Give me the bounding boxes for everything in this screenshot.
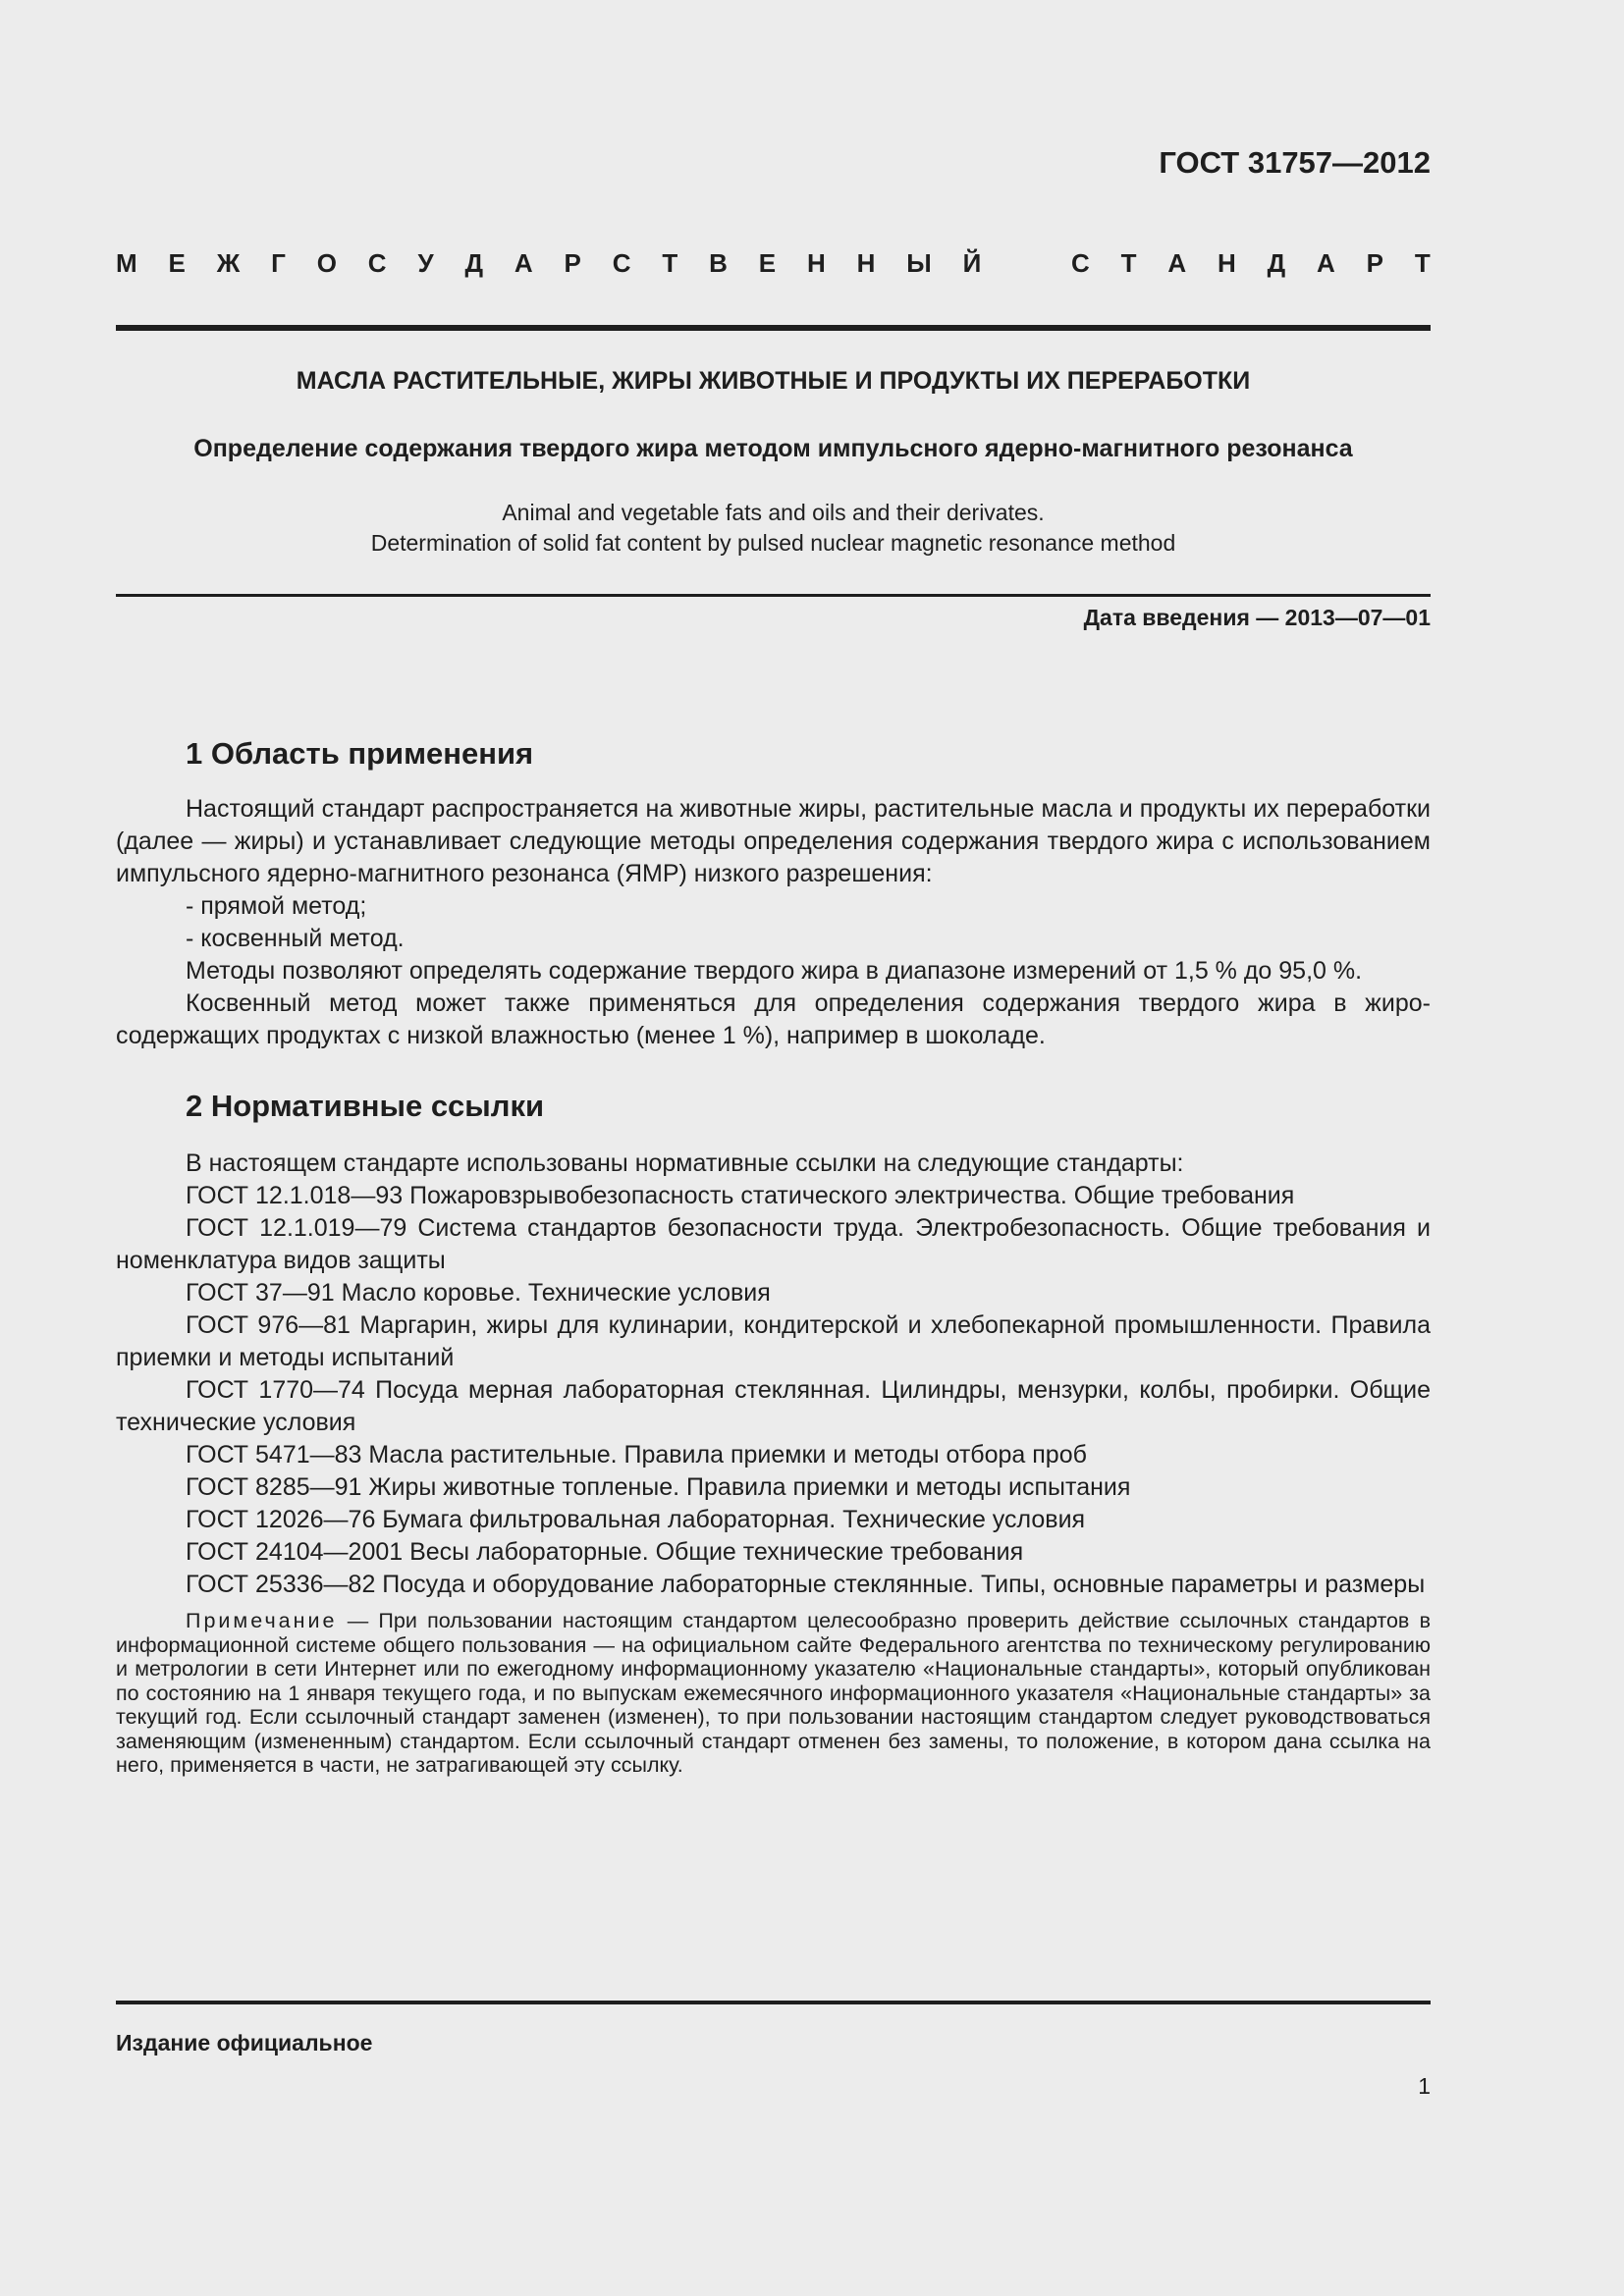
section-heading: 1 Область применения xyxy=(186,736,534,771)
document-subtitle: Определение содержания твердого жира методом импульсного ядерно-магнитного резонанса xyxy=(193,435,1353,462)
edition-label: Издание официальное xyxy=(116,2030,373,2056)
document-title: МАСЛА РАСТИТЕЛЬНЫЕ, ЖИРЫ ЖИВОТНЫЕ И ПРОДУКТЫ ИХ ПЕРЕРАБОТКИ xyxy=(296,367,1251,395)
letter: Д xyxy=(464,248,484,278)
interstate-standard-heading xyxy=(116,248,1431,279)
list-item: - прямой метод; xyxy=(186,892,367,920)
letter: Ж xyxy=(216,248,241,278)
letter: В xyxy=(709,248,728,278)
reference-item: ГОСТ 976—81 Маргарин, жиры для кулинарии, кондитерской и хлебопекарной промышленности. Правила приемки и методы испытаний xyxy=(116,1311,1431,1371)
letter: Т xyxy=(662,248,678,278)
reference-item: ГОСТ 12026—76 Бумага фильтровальная лабораторная. Технические условия xyxy=(186,1506,1086,1533)
english-title-line: Determination of solid fat content by pulsed nuclear magnetic resonance method xyxy=(370,530,1176,556)
section-heading: 2 Нормативные ссылки xyxy=(186,1089,545,1123)
letter: Н xyxy=(1218,248,1236,278)
document-page xyxy=(116,0,1431,2296)
paragraph: Настоящий стандарт распространяется на животные жиры, растительные масла и продукты их переработки (далее — жиры) и устанавливает следующие методы определения содержания твердого жира с использованием импульсного ядерно-магнитного резонанса (ЯМР) низкого разрешения: xyxy=(116,795,1431,887)
note-label: Примечание xyxy=(186,1609,338,1632)
english-title xyxy=(116,498,1431,559)
introduction-date: Дата введения — 2013—07—01 xyxy=(1083,605,1431,630)
letter: А xyxy=(1167,248,1187,278)
header-rule xyxy=(116,325,1431,331)
letter: Е xyxy=(168,248,186,278)
reference-item: ГОСТ 12.1.018—93 Пожаровзрывобезопасность статического электричества. Общие требования xyxy=(186,1182,1295,1209)
list-item: - косвенный метод. xyxy=(186,925,405,952)
paragraph: Методы позволяют определять содержание твердого жира в диапазоне измерений от 1,5 % до 95,0 %. xyxy=(186,957,1363,985)
paragraph: В настоящем стандарте использованы нормативные ссылки на следующие стандарты: xyxy=(186,1149,1184,1177)
letter: О xyxy=(316,248,337,278)
page-number: 1 xyxy=(1418,2073,1431,2099)
document-body xyxy=(116,736,1431,1778)
reference-item: ГОСТ 8285—91 Жиры животные топленые. Правила приемки и методы испытания xyxy=(186,1473,1131,1501)
letter: Н xyxy=(856,248,876,278)
reference-item: ГОСТ 1770—74 Посуда мерная лабораторная стеклянная. Цилиндры, мензурки, колбы, пробирки. Общие технические условия xyxy=(116,1376,1431,1436)
title-rule xyxy=(116,594,1431,597)
note-text: — При пользовании настоящим стандартом целесообразно проверить действие ссылочных стандартов в информационной системе общего пользования — на официальном сайте Федерального агентства по техническому регулированию и метрологии в сети Интернет или по ежегодному информационному указателю «Национальные стандарты», который опубликован по состоянию на 1 января текущего года, и по выпускам ежемесячного информационного указателя «Национальные стандарты» за текущий год. Если ссылочный стандарт заменен (изменен), то при пользовании настоящим стандартом следует руководствоваться заменяющим (измененным) стандартом. Если ссылочный стандарт отменен без замены, то положение, в котором дана ссылка на него, применяется в части, не затрагивающей эту ссылку. xyxy=(116,1609,1431,1777)
letter: С xyxy=(367,248,387,278)
letter: Т xyxy=(1414,248,1431,278)
letter: С xyxy=(1070,248,1090,278)
english-title-line: Animal and vegetable fats and oils and their derivates. xyxy=(502,500,1045,525)
letter: А xyxy=(514,248,533,278)
letter: Е xyxy=(758,248,777,278)
letter: Й xyxy=(962,248,982,278)
note xyxy=(116,1609,1431,1778)
standard-code: ГОСТ 31757—2012 xyxy=(1159,145,1431,180)
footer-rule xyxy=(116,2001,1431,2004)
letter: Т xyxy=(1120,248,1137,278)
letter: У xyxy=(417,248,434,278)
reference-item: ГОСТ 12.1.019—79 Система стандартов безопасности труда. Электробезопасность. Общие требования и номенклатура видов защиты xyxy=(116,1214,1431,1274)
letter: Ы xyxy=(906,248,932,278)
letter: Р xyxy=(1366,248,1384,278)
letter: А xyxy=(1317,248,1335,278)
reference-item: ГОСТ 5471—83 Масла растительные. Правила приемки и методы отбора проб xyxy=(186,1441,1087,1468)
reference-item: ГОСТ 24104—2001 Весы лабораторные. Общие технические требования xyxy=(186,1538,1024,1566)
letter: Д xyxy=(1267,248,1286,278)
letter: Г xyxy=(271,248,286,278)
letter: Н xyxy=(806,248,826,278)
word-gap xyxy=(1012,248,1040,279)
letter: Р xyxy=(564,248,581,278)
letter: М xyxy=(116,248,137,278)
letter: С xyxy=(612,248,631,278)
reference-item: ГОСТ 25336—82 Посуда и оборудование лабораторные стеклянные. Типы, основные параметры и размеры xyxy=(186,1571,1426,1598)
paragraph: Косвенный метод может также применяться для определения содержания твердого жира в жиросодержащих продуктах с низкой влажностью (менее 1 %), например в шоколаде. xyxy=(116,989,1431,1049)
reference-item: ГОСТ 37—91 Масло коровье. Технические условия xyxy=(186,1279,771,1307)
